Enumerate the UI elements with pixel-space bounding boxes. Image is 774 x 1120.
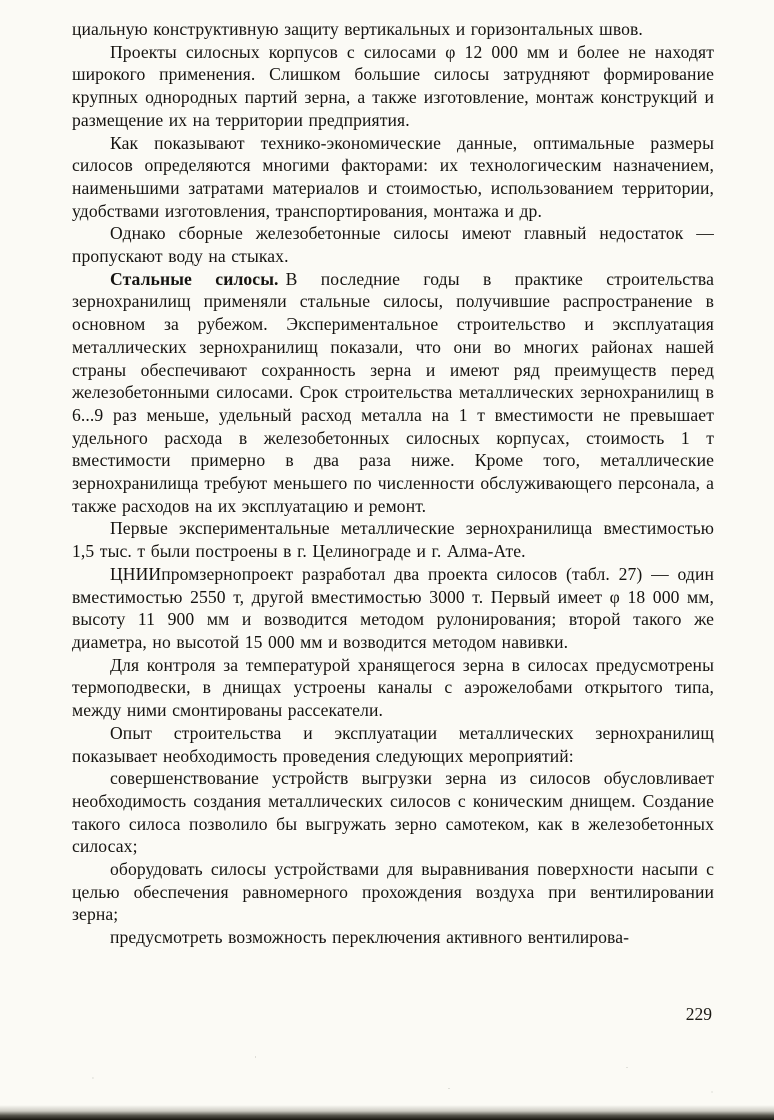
paragraph-5-body: В последние годы в практике строительства зернохранилищ применяли стальные силосы, получившие распространение в основном за рубежом. Экспериментальное строительство и эксплуатация металлических зернохранилищ показали, что они во многих районах нашей страны обеспечивают сохранность зерна и имеют ряд преимуществ перед железобетонными силосами. Срок строительства металлических зернохранилищ в 6...9 раз меньше, удельный расход металла на 1 т вместимости не превышает удельного расхода в железобетонных силосных корпусах, стоимость 1 т вместимости примерно в два раза ниже. Кроме того, металлические зернохранилища требуют меньшего по численности обслуживающего персонала, а также расходов на их эксплуатацию и ремонт.: [72, 268, 714, 516]
paragraph-7: ЦНИИпромзернопроект разработал два проекта силосов (табл. 27) — один вместимостью 2550 т, другой вместимостью 3000 т. Первый имеет φ 18 000 мм, высоту 11 900 мм и возводится методом рулонирования; второй такого же диаметра, но высотой 15 000 мм и возводится методом навивки.: [72, 563, 714, 652]
paragraph-8: Для контроля за температурой хранящегося зерна в силосах предусмотрены термоподвески, в днищах устроены каналы с аэрожелобами открытого типа, между ними смонтированы рассекатели.: [72, 654, 714, 721]
paragraph-5: [72, 268, 714, 518]
paragraph-2: Проекты силосных корпусов с силосами φ 12 000 мм и более не находят широкого применения. Слишком большие силосы затрудняют формирование крупных однородных партий зерна, а также изготовление, монтаж конструкций и размещение их на территории предприятия.: [72, 41, 714, 130]
paragraph-4: Однако сборные железобетонные силосы имеют главный недостаток — пропускают воду на стыках.: [72, 223, 714, 267]
paragraph-10: совершенствование устройств выгрузки зерна из силосов обусловливает необходимость создания металлических силосов с коническим днищем. Создание такого силоса позволило бы выгружать зерно самотеком, как в железобетонных силосах;: [72, 768, 714, 857]
paragraph-9: Опыт строительства и эксплуатации металлических зернохранилищ показывает необходимость проведения следующих мероприятий:: [72, 722, 714, 766]
scan-edge-artifact: [0, 1105, 774, 1120]
page-text-block: [72, 18, 714, 949]
paragraph-1: циальную конструктивную защиту вертикальных и горизонтальных швов.: [72, 19, 643, 39]
paragraph-6: Первые экспериментальные металлические зернохранилища вместимостью 1,5 тыс. т были построены в г. Целинограде и г. Алма-Ате.: [72, 518, 714, 562]
paragraph-3: Как показывают технико-экономические данные, оптимальные размеры силосов определяются многими факторами: их технологическим назначением, наименьшими затратами материалов и стоимостью, использованием территории, удобствами изготовления, транспортирования, монтажа и др.: [72, 132, 714, 221]
paragraph-5-bold-lead: Стальные силосы.: [110, 268, 279, 289]
paragraph-11: оборудовать силосы устройствами для выравнивания поверхности насыпи с целью обеспечения равномерного прохождения воздуха при вентилировании зерна;: [72, 859, 714, 925]
page-number: 229: [685, 1004, 712, 1024]
scan-noise-artifact: [0, 1036, 774, 1106]
paragraph-12: предусмотреть возможность переключения активного вентилирова-: [110, 927, 630, 948]
